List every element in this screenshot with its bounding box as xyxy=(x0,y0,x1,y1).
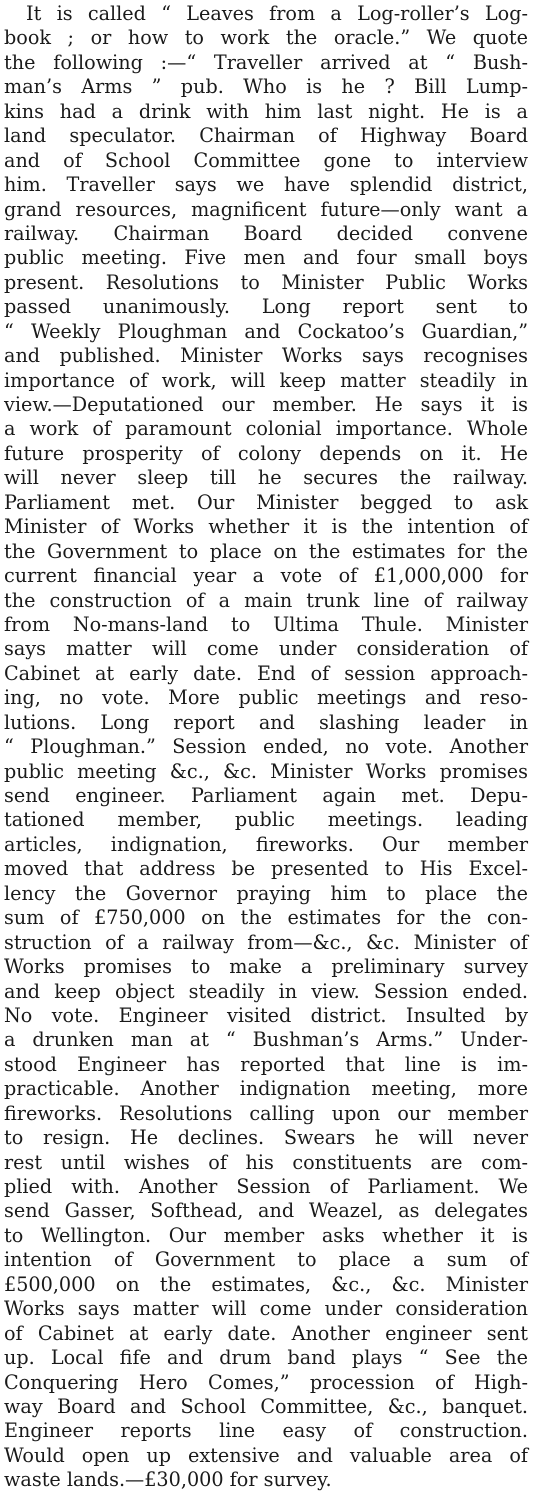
article-text xyxy=(4,0,528,1493)
text-line: Engineer reports line easy of construction. xyxy=(4,1419,528,1443)
text-line: send Gasser, Softhead, and Weazel, as delegates xyxy=(4,1199,528,1223)
text-line: from No-mans-land to Ultima Thule. Minister xyxy=(4,612,528,636)
text-line: Conquering Hero Comes,” procession of High- xyxy=(4,1370,528,1394)
text-line: intention of Government to place a sum of xyxy=(4,1248,528,1272)
text-line: passed unanimously. Long report sent to xyxy=(4,295,528,319)
text-line: the Government to place on the estimates for the xyxy=(4,539,528,563)
text-line: present. Resolutions to Minister Public Works xyxy=(4,270,528,294)
text-line: public meeting &c., &c. Minister Works promises xyxy=(4,759,528,783)
text-line: and keep object steadily in view. Session ended. xyxy=(4,979,528,1003)
text-line: Cabinet at early date. End of session approach- xyxy=(4,661,528,685)
text-line: Works promises to make a preliminary survey xyxy=(4,955,528,979)
text-line: articles, indignation, fireworks. Our member xyxy=(4,832,528,856)
text-line: says matter will come under consideration of xyxy=(4,637,528,661)
text-line: a work of paramount colonial importance. Whole xyxy=(4,417,528,441)
text-line: practicable. Another indignation meeting, more xyxy=(4,1077,528,1101)
text-line: him. Traveller says we have splendid district, xyxy=(4,173,528,197)
text-line: view.—Deputationed our member. He says it is xyxy=(4,393,528,416)
text-line: stood Engineer has reported that line is im- xyxy=(4,1052,528,1076)
text-line: send engineer. Parliament again met. Depu- xyxy=(4,784,528,807)
text-line: to Wellington. Our member asks whether it is xyxy=(4,1223,528,1247)
text-line: man’s Arms ” pub. Who is he ? Bill Lump- xyxy=(4,75,528,99)
text-line: £500,000 on the estimates, &c., &c. Minister xyxy=(4,1272,528,1296)
text-line: kins had a drink with him last night. He is a xyxy=(4,99,528,123)
text-line: fireworks. Resolutions calling upon our member xyxy=(4,1101,528,1125)
text-line: No vote. Engineer visited district. Insulted by xyxy=(4,1003,528,1027)
text-line: up. Local fife and drum band plays “ See the xyxy=(4,1346,528,1370)
text-line: land speculator. Chairman of Highway Board xyxy=(4,124,528,148)
text-line: current financial year a vote of £1,000,000 for xyxy=(4,564,528,588)
text-line: and of School Committee gone to interview xyxy=(4,148,528,172)
text-line: Minister of Works whether it is the intention of xyxy=(4,515,528,539)
text-line: way Board and School Committee, &c., banquet. xyxy=(4,1394,528,1418)
text-line: Works says matter will come under consideration xyxy=(4,1297,528,1321)
text-line: “ Ploughman.” Session ended, no vote. Another xyxy=(4,735,528,759)
text-line: of Cabinet at early date. Another engineer sent xyxy=(4,1321,528,1345)
text-line: importance of work, will keep matter steadily in xyxy=(4,368,528,392)
text-line: ing, no vote. More public meetings and reso- xyxy=(4,686,528,710)
text-line: and published. Minister Works says recognises xyxy=(4,344,528,368)
text-line: future prosperity of colony depends on it. He xyxy=(4,441,528,465)
text-line: plied with. Another Session of Parliament. We xyxy=(4,1175,528,1198)
text-line: lency the Governor praying him to place the xyxy=(4,881,528,905)
text-line: public meeting. Five men and four small boys xyxy=(4,246,528,270)
text-line: waste lands.—£30,000 for survey. xyxy=(4,1468,332,1492)
text-line: will never sleep till he secures the railway. xyxy=(4,466,528,490)
text-line: the following :—“ Traveller arrived at “ Bush- xyxy=(4,50,528,74)
text-line: lutions. Long report and slashing leader in xyxy=(4,710,528,734)
text-line: the construction of a main trunk line of railway xyxy=(4,588,528,612)
text-line: railway. Chairman Board decided convene xyxy=(4,221,528,245)
text-line: sum of £750,000 on the estimates for the con- xyxy=(4,906,528,930)
text-line: a drunken man at “ Bushman’s Arms.” Under- xyxy=(4,1028,528,1052)
text-line: “ Weekly Ploughman and Cockatoo’s Guardian,” xyxy=(4,319,528,343)
text-line: Would open up extensive and valuable area of xyxy=(4,1443,528,1467)
text-line: It is called “ Leaves from a Log-roller’s Log- xyxy=(26,2,528,25)
text-line: struction of a railway from—&c., &c. Minister of xyxy=(4,930,528,954)
text-line: Parliament met. Our Minister begged to ask xyxy=(4,490,528,514)
text-line: rest until wishes of his constituents are com- xyxy=(4,1150,528,1174)
text-line: to resign. He declines. Swears he will never xyxy=(4,1126,528,1150)
text-line: tationed member, public meetings. leading xyxy=(4,808,528,832)
text-line: moved that address be presented to His Excel- xyxy=(4,857,528,881)
text-line: book ; or how to work the oracle.” We quote xyxy=(4,26,528,50)
text-line: grand resources, magnificent future—only want a xyxy=(4,197,528,221)
